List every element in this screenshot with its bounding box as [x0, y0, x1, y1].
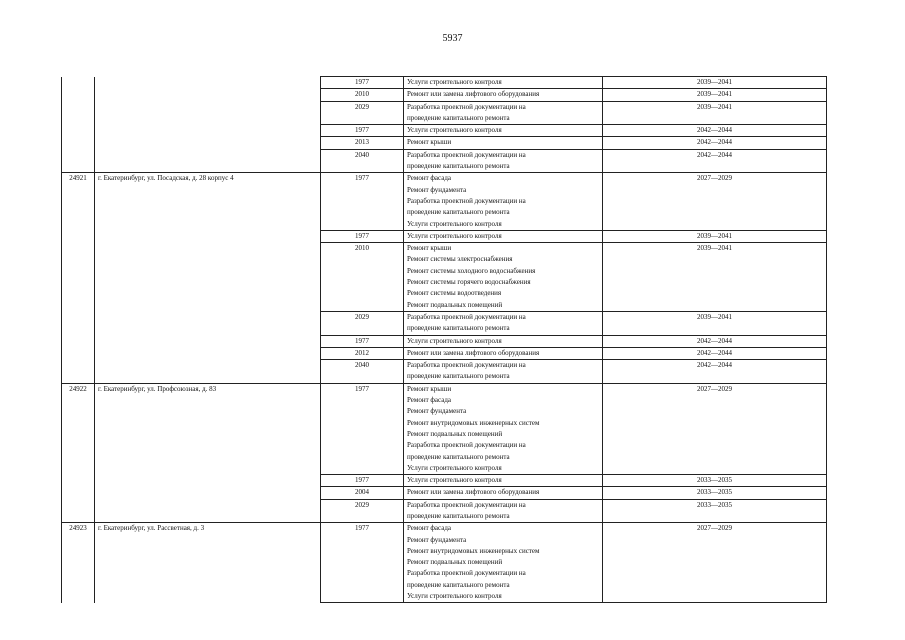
table-row	[62, 360, 827, 384]
works-cell	[404, 149, 603, 173]
address-cell: г. Екатеринбург, ул. Профсоюзная, д. 83	[95, 383, 321, 474]
address-cell	[95, 335, 321, 347]
work-item: Ремонт крыши	[407, 244, 452, 253]
work-item: Ремонт или замена лифтового оборудования	[407, 348, 540, 357]
object-id-cell	[62, 77, 95, 89]
address-cell	[95, 360, 321, 384]
year-cell: 2013	[321, 137, 404, 149]
year-cell: 2029	[321, 311, 404, 335]
work-item: Ремонт подвальных помещений	[407, 429, 503, 438]
year-cell: 1977	[321, 125, 404, 137]
period-cell: 2042—2044	[603, 360, 827, 384]
work-item: проведение капитального ремонта	[407, 372, 510, 381]
period-cell: 2027—2029	[603, 523, 827, 603]
work-item: проведение капитального ремонта	[407, 208, 510, 217]
period-cell: 2027—2029	[603, 173, 827, 230]
year-cell: 2012	[321, 347, 404, 359]
period-cell: 2039—2041	[603, 230, 827, 242]
address-cell	[95, 149, 321, 173]
works-cell	[404, 523, 603, 603]
work-item: Ремонт системы водоотведения	[407, 289, 502, 298]
work-item: проведение капитального ремонта	[407, 580, 510, 589]
object-id-cell	[62, 499, 95, 523]
object-id-cell	[62, 311, 95, 335]
address-cell	[95, 230, 321, 242]
period-cell: 2039—2041	[603, 89, 827, 101]
works-cell	[404, 335, 603, 347]
works-cell	[404, 347, 603, 359]
works-cell	[404, 487, 603, 499]
work-item: Разработка проектной документации на	[407, 196, 526, 205]
work-item: Ремонт системы холодного водоснабжения	[407, 266, 536, 275]
work-item: Разработка проектной документации на	[407, 441, 526, 450]
work-item: Ремонт фундамента	[407, 535, 467, 544]
object-id-cell	[62, 89, 95, 101]
work-item: Разработка проектной документации на	[407, 312, 526, 321]
works-cell	[404, 77, 603, 89]
address-cell	[95, 89, 321, 101]
period-cell: 2042—2044	[603, 125, 827, 137]
object-id-cell	[62, 487, 95, 499]
table-row	[62, 149, 827, 173]
table-row	[62, 347, 827, 359]
period-cell: 2027—2029	[603, 383, 827, 474]
works-cell	[404, 89, 603, 101]
period-cell: 2033—2035	[603, 475, 827, 487]
work-item: Разработка проектной документации на	[407, 361, 526, 370]
work-item: Ремонт системы горячего водоснабжения	[407, 278, 531, 287]
work-item: Ремонт системы электроснабжения	[407, 255, 513, 264]
work-item: Ремонт фасада	[407, 396, 452, 405]
works-cell	[404, 475, 603, 487]
year-cell: 2029	[321, 499, 404, 523]
works-cell	[404, 230, 603, 242]
table-row	[62, 101, 827, 125]
page-number: 5937	[442, 33, 463, 44]
object-id-cell: 24922	[62, 383, 95, 474]
work-item: Ремонт подвальных помещений	[407, 300, 503, 309]
work-item: Ремонт фундамента	[407, 407, 467, 416]
work-item: Разработка проектной документации на	[407, 102, 526, 111]
address-cell	[95, 347, 321, 359]
work-item: Ремонт подвальных помещений	[407, 558, 503, 567]
object-id-cell	[62, 360, 95, 384]
table-row	[62, 475, 827, 487]
period-cell: 2039—2041	[603, 77, 827, 89]
table-body	[62, 77, 827, 603]
works-cell	[404, 383, 603, 474]
period-cell: 2039—2041	[603, 243, 827, 312]
work-item: Разработка проектной документации на	[407, 150, 526, 159]
work-item: проведение капитального ремонта	[407, 113, 510, 122]
period-cell: 2042—2044	[603, 137, 827, 149]
works-cell	[404, 243, 603, 312]
object-id-cell	[62, 149, 95, 173]
works-cell	[404, 311, 603, 335]
object-id-cell	[62, 475, 95, 487]
work-item: Ремонт крыши	[407, 384, 452, 393]
table-row	[62, 230, 827, 242]
work-item: проведение капитального ремонта	[407, 511, 510, 520]
address-cell	[95, 475, 321, 487]
object-id-cell	[62, 335, 95, 347]
year-cell: 2010	[321, 243, 404, 312]
work-item: Ремонт внутридомовых инженерных систем	[407, 418, 540, 427]
work-item: Ремонт крыши	[407, 138, 452, 147]
year-cell: 1977	[321, 335, 404, 347]
work-item: Услуги строительного контроля	[407, 463, 502, 472]
work-item: Разработка проектной документации на	[407, 500, 526, 509]
work-item: Услуги строительного контроля	[407, 219, 502, 228]
work-item: проведение капитального ремонта	[407, 162, 510, 171]
address-cell: г. Екатеринбург, ул. Рассветная, д. 3	[95, 523, 321, 603]
object-id-cell	[62, 347, 95, 359]
work-item: Ремонт или замена лифтового оборудования	[407, 90, 540, 99]
work-item: Услуги строительного контроля	[407, 336, 502, 345]
work-item: Ремонт фасада	[407, 174, 452, 183]
year-cell: 2004	[321, 487, 404, 499]
table-row	[62, 173, 827, 230]
address-cell	[95, 487, 321, 499]
address-cell: г. Екатеринбург, ул. Посадская, д. 28 корпус 4	[95, 173, 321, 230]
object-id-cell: 24921	[62, 173, 95, 230]
period-cell: 2033—2035	[603, 499, 827, 523]
period-cell: 2039—2041	[603, 311, 827, 335]
address-cell	[95, 101, 321, 125]
table-row	[62, 383, 827, 474]
table-row	[62, 499, 827, 523]
period-cell: 2039—2041	[603, 101, 827, 125]
table-row	[62, 243, 827, 312]
work-item: Ремонт внутридомовых инженерных систем	[407, 546, 540, 555]
address-cell	[95, 499, 321, 523]
year-cell: 1977	[321, 173, 404, 230]
table-row	[62, 137, 827, 149]
period-cell: 2042—2044	[603, 149, 827, 173]
object-id-cell	[62, 101, 95, 125]
year-cell: 1977	[321, 383, 404, 474]
work-item: проведение капитального ремонта	[407, 452, 510, 461]
year-cell: 2040	[321, 149, 404, 173]
works-cell	[404, 101, 603, 125]
object-id-cell	[62, 125, 95, 137]
period-cell: 2042—2044	[603, 335, 827, 347]
work-item: Ремонт фундамента	[407, 185, 467, 194]
repair-schedule-table	[61, 76, 827, 603]
work-item: Разработка проектной документации на	[407, 569, 526, 578]
year-cell: 1977	[321, 230, 404, 242]
year-cell: 2029	[321, 101, 404, 125]
address-cell	[95, 137, 321, 149]
table-row	[62, 487, 827, 499]
work-item: Услуги строительного контроля	[407, 592, 502, 601]
year-cell: 1977	[321, 475, 404, 487]
work-item: Ремонт или замена лифтового оборудования	[407, 488, 540, 497]
work-item: Услуги строительного контроля	[407, 476, 502, 485]
object-id-cell: 24923	[62, 523, 95, 603]
object-id-cell	[62, 243, 95, 312]
year-cell: 2040	[321, 360, 404, 384]
works-cell	[404, 360, 603, 384]
address-cell	[95, 243, 321, 312]
works-cell	[404, 173, 603, 230]
table-row	[62, 89, 827, 101]
work-item: Услуги строительного контроля	[407, 126, 502, 135]
table-row	[62, 125, 827, 137]
address-cell	[95, 125, 321, 137]
table-row	[62, 77, 827, 89]
period-cell: 2033—2035	[603, 487, 827, 499]
table-row	[62, 335, 827, 347]
work-item: Услуги строительного контроля	[407, 231, 502, 240]
works-cell	[404, 125, 603, 137]
table-row	[62, 523, 827, 603]
work-item: Услуги строительного контроля	[407, 78, 502, 86]
period-cell: 2042—2044	[603, 347, 827, 359]
work-item: Ремонт фасада	[407, 524, 452, 533]
object-id-cell	[62, 137, 95, 149]
works-cell	[404, 499, 603, 523]
object-id-cell	[62, 230, 95, 242]
address-cell	[95, 311, 321, 335]
work-item: проведение капитального ремонта	[407, 324, 510, 333]
year-cell: 2010	[321, 89, 404, 101]
year-cell: 1977	[321, 523, 404, 603]
address-cell	[95, 77, 321, 89]
works-cell	[404, 137, 603, 149]
table-row	[62, 311, 827, 335]
year-cell: 1977	[321, 77, 404, 89]
